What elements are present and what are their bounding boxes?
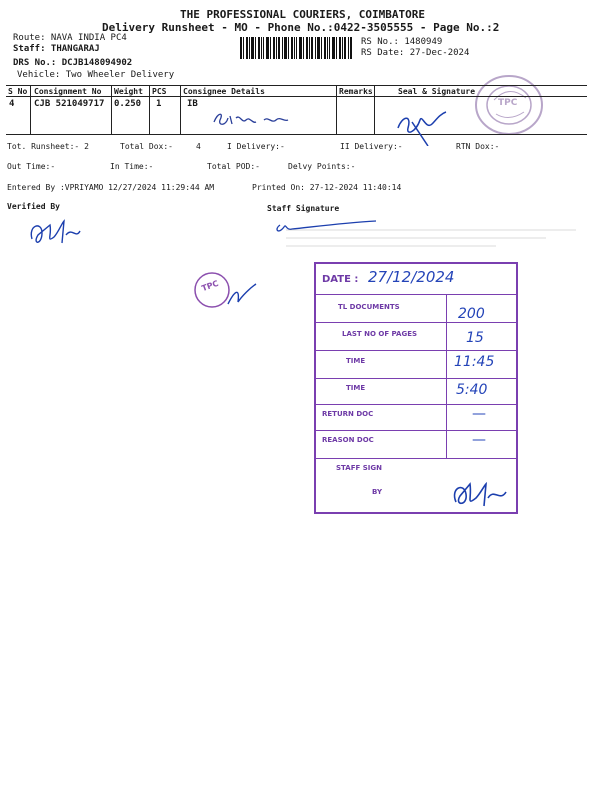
col-sep-3 xyxy=(149,85,150,134)
stamp-row-value: 11:45 xyxy=(454,354,495,370)
receiver-signature xyxy=(392,106,452,146)
stamp-row-label: STAFF SIGN xyxy=(336,464,382,472)
summary-total-dox-value: 4 xyxy=(196,142,201,151)
summary-total-dox: Total Dox:- xyxy=(120,142,173,151)
staff-signature-label: Staff Signature xyxy=(267,204,340,213)
svg-text:TPC: TPC xyxy=(200,278,220,294)
company-name: THE PROFESSIONAL COURIERS, COIMBATORE xyxy=(180,8,426,21)
barcode-graphic xyxy=(240,37,352,59)
col-header-seal: Seal & Signature xyxy=(398,87,476,96)
stamp-row-label: TL DOCUMENTS xyxy=(338,303,400,311)
summary-in-time: In Time:- xyxy=(110,162,154,171)
stamp-row-value: — xyxy=(472,406,486,422)
stamp-row-value: 5:40 xyxy=(456,382,488,398)
summary-tot-runsheet: Tot. Runsheet:- 2 xyxy=(7,142,89,151)
rs-date: RS Date: 27-Dec-2024 xyxy=(361,48,470,58)
stamp-row-value: 200 xyxy=(458,306,485,322)
summary-delvy-points: Delvy Points:- xyxy=(288,162,356,171)
cell-sno: 4 xyxy=(9,99,15,109)
stamp-row-value: 15 xyxy=(466,330,484,346)
cell-consignee: IB xyxy=(187,99,198,109)
verifier-signature xyxy=(28,215,88,251)
barcode xyxy=(240,37,352,59)
stamp-date-value: 27/12/2024 xyxy=(368,268,455,286)
col-sep-2 xyxy=(111,85,112,134)
stamp-row-label: LAST NO OF PAGES xyxy=(342,330,418,338)
col-header-weight: Weight xyxy=(114,87,143,96)
table-bottom-rule xyxy=(6,134,587,135)
stamp-row-label: REASON DOC xyxy=(322,436,374,444)
delivery-stamp-box xyxy=(314,262,518,514)
stamp-row-label: RETURN DOC xyxy=(322,410,374,418)
col-sep-6 xyxy=(374,85,375,134)
summary-ii-delivery: II Delivery:- xyxy=(340,142,403,151)
summary-total-pod: Total POD:- xyxy=(207,162,260,171)
col-header-remarks: Remarks xyxy=(339,87,373,96)
table-header-rule xyxy=(6,96,587,97)
runsheet-title: Delivery Runsheet - MO - Phone No.:0422-3505555 - Page No.:2 xyxy=(102,21,500,34)
tpc-stamp xyxy=(190,266,262,316)
col-sep-5 xyxy=(336,85,337,134)
staff-line: Staff: THANGARAJ xyxy=(13,44,100,54)
stamp-row-label: BY xyxy=(372,488,383,496)
entered-by: Entered By :VPRIYAMO 12/27/2024 11:29:44 AM xyxy=(7,183,215,192)
col-header-consignment: Consignment No xyxy=(34,87,102,96)
summary-rtn-dox: RTN Dox:- xyxy=(456,142,500,151)
stamp-date-label: DATE : xyxy=(322,274,359,285)
cell-consignment: CJB 521049717 xyxy=(34,99,105,109)
printed-on: Printed On: 27-12-2024 11:40:14 xyxy=(252,183,402,192)
col-header-sno: S No xyxy=(8,87,28,96)
summary-out-time: Out Time:- xyxy=(7,162,56,171)
col-header-pcs: PCS xyxy=(152,87,167,96)
drs-line: DRS No.: DCJB148094902 xyxy=(13,58,133,68)
bleed-through-text xyxy=(286,224,586,254)
stamp-row-value: — xyxy=(472,432,486,448)
table-top-rule xyxy=(6,85,587,86)
vehicle-line: Vehicle: Two Wheeler Delivery xyxy=(17,70,175,80)
cell-pcs: 1 xyxy=(156,99,162,109)
stamp-signature xyxy=(446,476,516,512)
rs-no: RS No.: 1480949 xyxy=(361,37,443,47)
seal-text: TPC xyxy=(498,98,518,108)
col-header-consignee: Consignee Details xyxy=(183,87,265,96)
stamp-row-label: TIME xyxy=(346,357,366,365)
col-sep-1 xyxy=(30,85,31,134)
col-sep-4 xyxy=(180,85,181,134)
stamp-row-label: TIME xyxy=(346,384,366,392)
consignee-handwritten-signature xyxy=(210,108,300,130)
summary-i-delivery: I Delivery:- xyxy=(227,142,285,151)
route-line: Route: NAVA INDIA PC4 xyxy=(13,33,127,43)
verified-by-label: Verified By xyxy=(7,202,60,211)
cell-weight: 0.250 xyxy=(114,99,142,109)
